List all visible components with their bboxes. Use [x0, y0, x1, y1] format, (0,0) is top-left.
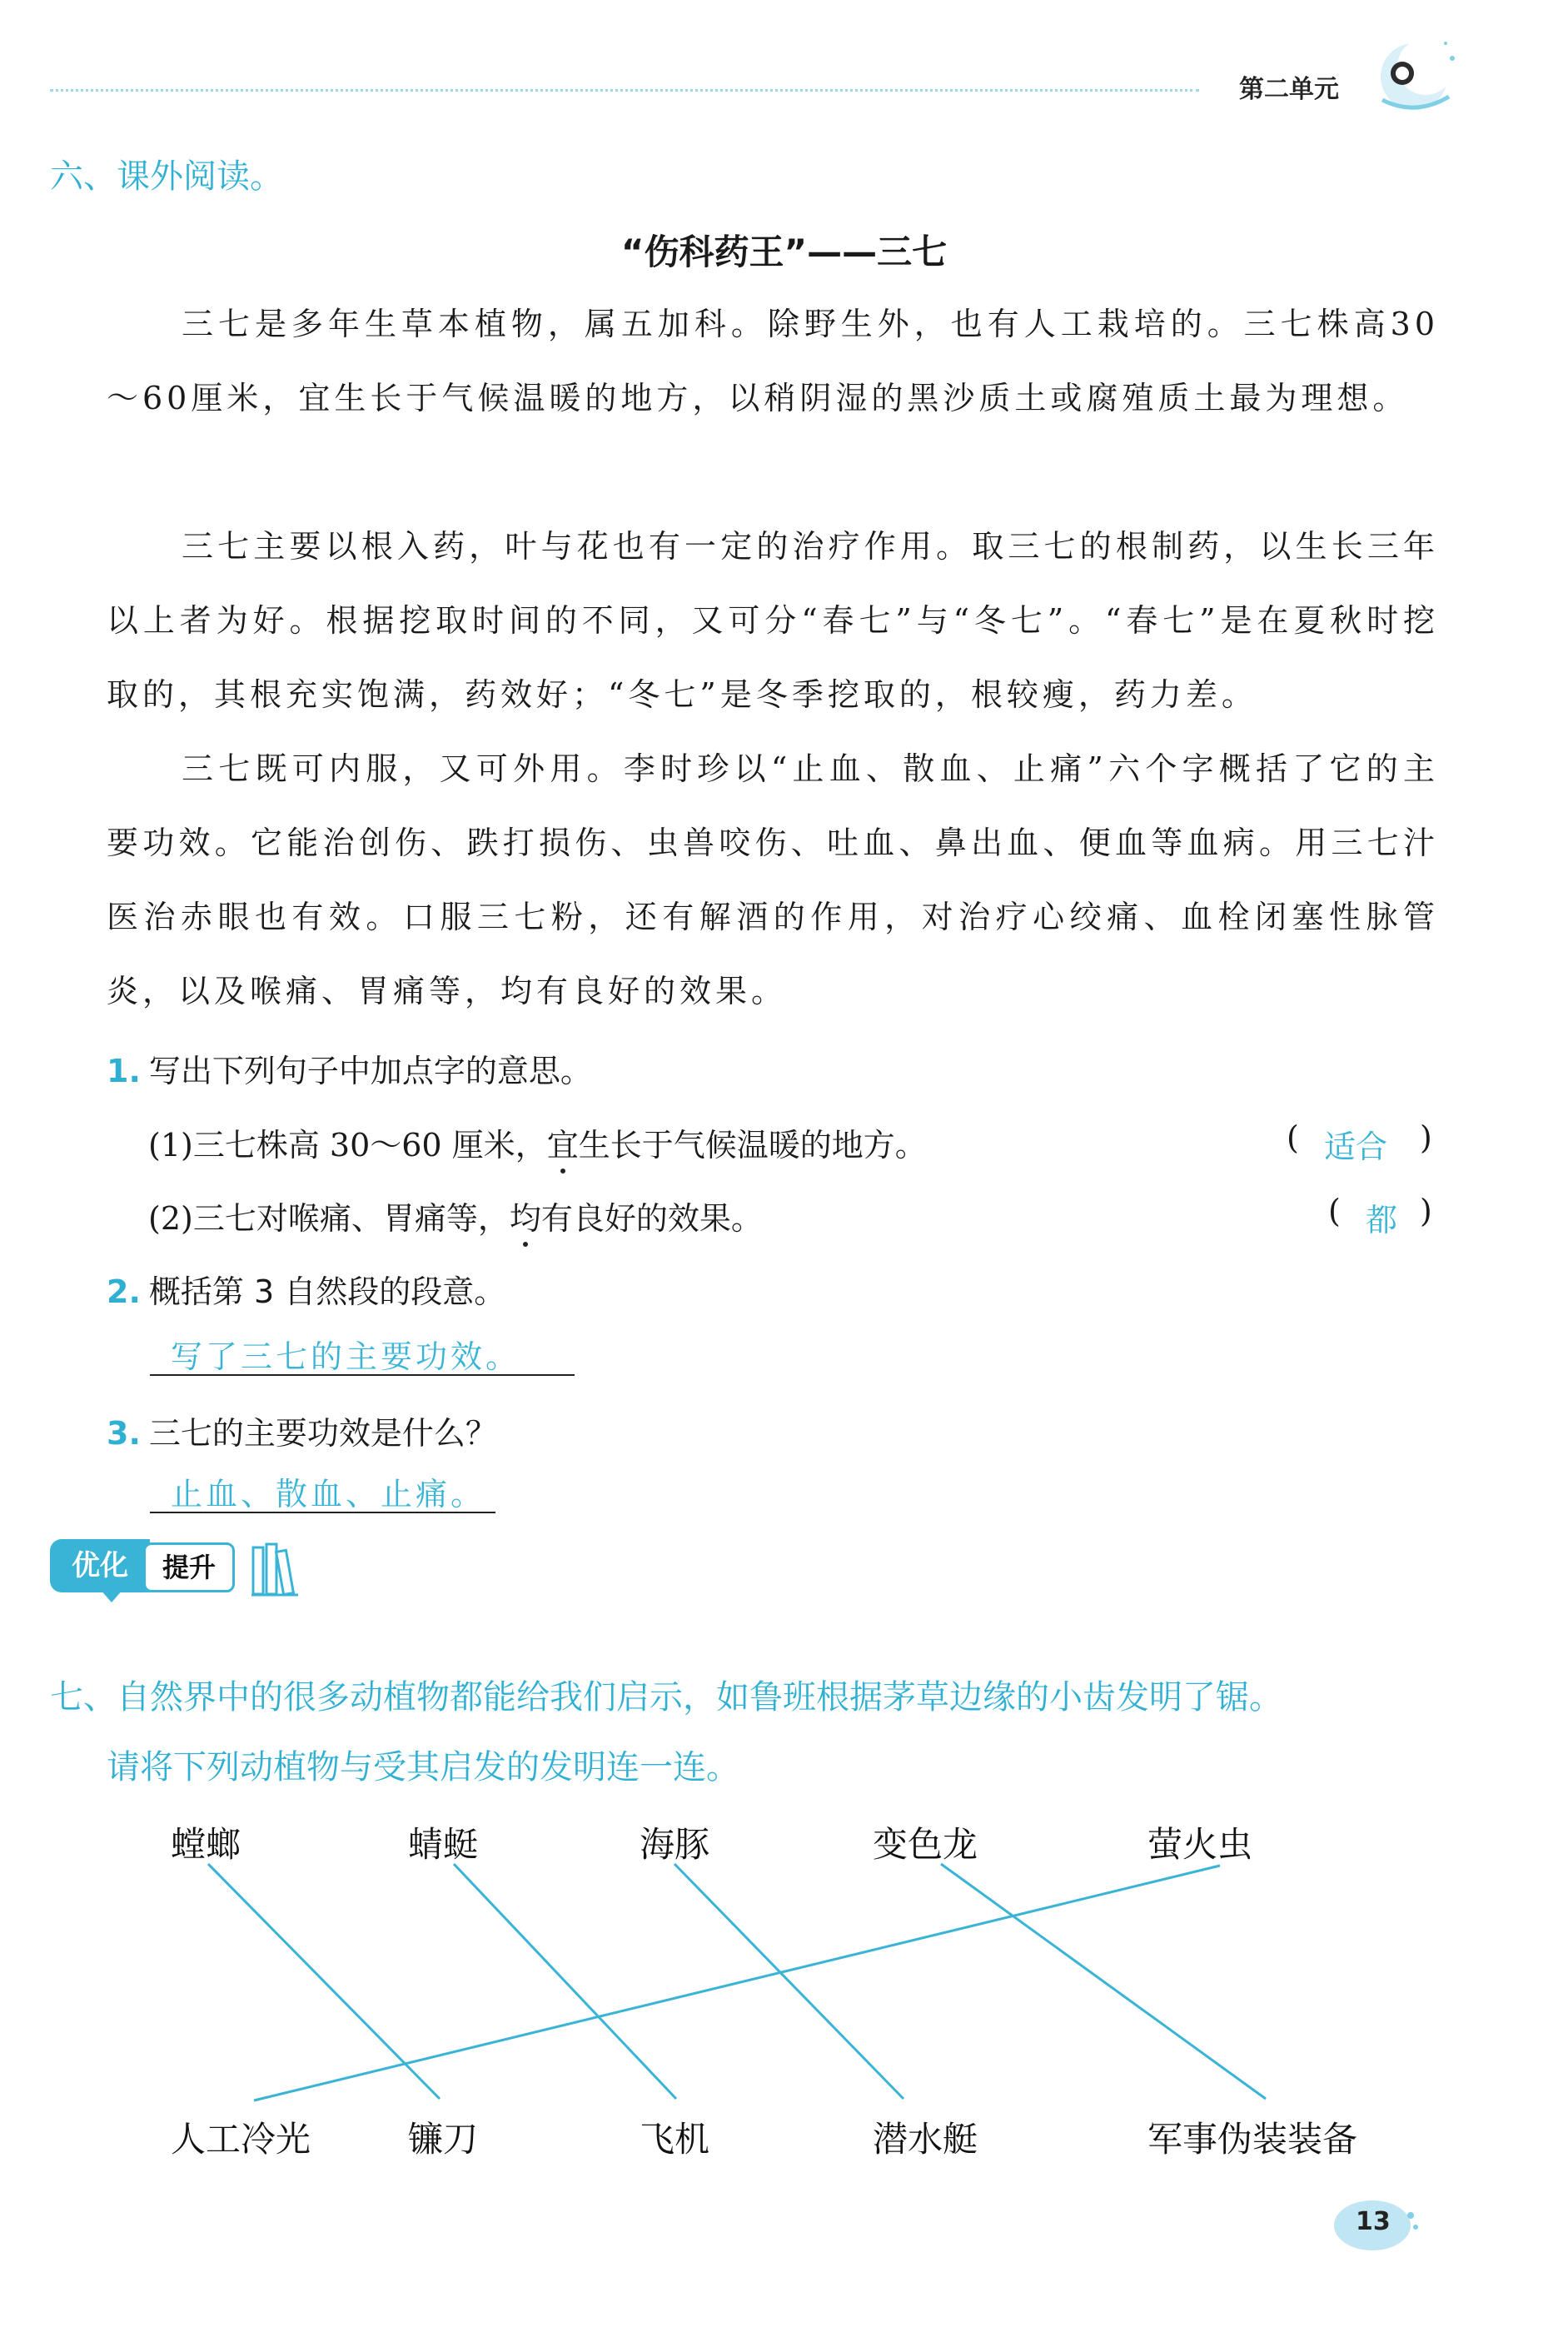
match-line-dragonfly-airplane [454, 1864, 676, 2099]
unit-title: 第二单元 [1239, 75, 1339, 104]
answer-q2: 写了三七的主要功效。 [171, 1338, 521, 1375]
sentence-2-pre: (2)三七对喉痛、胃痛等， [148, 1200, 510, 1237]
animal-mantis: 螳螂 [171, 1824, 241, 1865]
question-3-number: 3. [107, 1415, 141, 1452]
invention-airplane: 飞机 [640, 2119, 710, 2160]
paren-open: ( [1287, 1119, 1299, 1156]
badge-left: 优化 [50, 1539, 150, 1592]
sentence-2-post: 有良好的效果。 [540, 1200, 763, 1237]
match-line-chameleon-camouflage [941, 1864, 1266, 2099]
paren-close: ) [1420, 1119, 1432, 1156]
paren-close: ) [1420, 1193, 1432, 1229]
invention-camouflage: 军事伪装装备 [1147, 2119, 1358, 2160]
answer-2: 都 [1366, 1202, 1398, 1238]
animal-dragonfly: 蜻蜓 [408, 1824, 479, 1865]
dotted-char-1: 宜 [546, 1127, 579, 1164]
invention-cold-light: 人工冷光 [171, 2119, 311, 2160]
animal-firefly: 萤火虫 [1147, 1824, 1253, 1865]
question-3-text: 三七的主要功效是什么？ [148, 1415, 497, 1452]
article-title: “伤科药王”——三七 [620, 232, 948, 272]
article-paragraph-1: 三七是多年生草本植物，属五加科。除野生外，也有人工栽培的。三七株高30～60厘米，宜生长于气候温暖的地方，以稍阴湿的黑沙质土或腐殖质土最为理想。 [107, 306, 1439, 416]
section-6-title: 六、课外阅读。 [50, 157, 283, 196]
animal-dolphin: 海豚 [640, 1824, 710, 1865]
answer-q3: 止血、散血、止痛。 [171, 1476, 486, 1512]
match-line-firefly-cold-light [254, 1866, 1220, 2100]
match-line-dolphin-submarine [674, 1864, 903, 2099]
question-1-number: 1. [107, 1053, 141, 1089]
section-7-line-1: 七、自然界中的很多动植物都能给我们启示，如鲁班根据茅草边缘的小齿发明了锯。 [50, 1678, 1282, 1717]
question-1-text: 写出下列句子中加点字的意思。 [148, 1053, 592, 1089]
article-paragraph-3: 三七既可内服，又可外用。李时珍以“止血、散血、止痛”六个字概括了它的主要功效。它能治创伤、跌打损伤、虫兽咬伤、吐血、鼻出血、便血等血病。用三七汁医治赤眼也有效。口服三七粉，还有解酒的作用，对治疗心绞痛、血栓闭塞性脉管炎，以及喉痛、胃痛等，均有良好的效果。 [107, 750, 1439, 1009]
sentence-1-pre: (1)三七株高 30～60 厘米， [148, 1127, 547, 1164]
animal-chameleon: 变色龙 [873, 1824, 978, 1865]
paren-open: ( [1328, 1193, 1341, 1229]
dotted-char-2: 均 [509, 1200, 541, 1237]
answer-1: 适合 [1324, 1129, 1388, 1165]
question-2-number: 2. [107, 1273, 141, 1310]
article-paragraph-2: 三七主要以根入药，叶与花也有一定的治疗作用。取三七的根制药，以生长三年以上者为好。根据挖取时间的不同，又可分“春七”与“冬七”。“春七”是在夏秋时挖取的，其根充实饱满，药效好；“冬七”是冬季挖取的，根较瘦，药力差。 [107, 528, 1439, 713]
invention-submarine: 潜水艇 [873, 2119, 978, 2160]
section-7-line-2: 请将下列动植物与受其启发的发明连一连。 [107, 1748, 739, 1786]
invention-sickle: 镰刀 [408, 2119, 479, 2160]
badge-right: 提升 [143, 1542, 235, 1592]
question-2-text: 概括第 3 自然段的段意。 [148, 1273, 506, 1310]
sentence-1-post: 生长于气候温暖的地方。 [578, 1127, 927, 1164]
page-number: 13 [1356, 2207, 1391, 2236]
